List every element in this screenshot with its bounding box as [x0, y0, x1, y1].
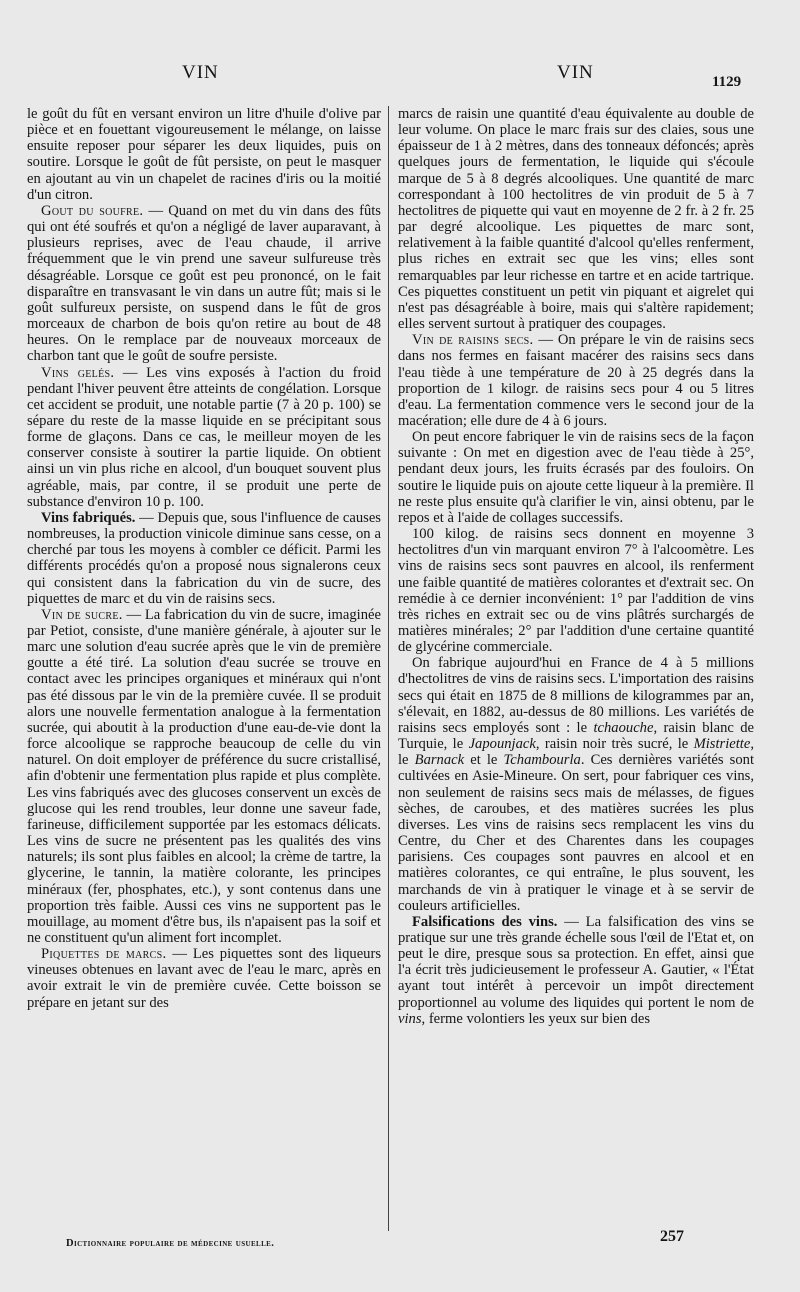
left-column [27, 106, 381, 1231]
page-number: 1129 [712, 74, 742, 90]
paragraph: Vins gelés. — Les vins exposés à l'action du froid pendant l'hiver peuvent être atteints de congélation. Lorsque cet accident se produit, une notable partie (7 à 20 p. 100) se sépare du reste de la masse liquide en se précipitant sous forme de glaçons. Dans ce cas, le meilleur moyen de les conserver consiste à soutirer la partie liquide. On obtient ainsi un vin plus riche en alcool, d'un bouquet souvent plus agréable, mais, par contre, il se produit une perte de substance d'environ 10 p. 100. [27, 364, 381, 510]
section-lead: Vin de raisins secs. [412, 332, 534, 349]
paragraph: Vins fabriqués. — Depuis que, sous l'influence de causes nombreuses, la production vinicole diminue sans cesse, on a cherché par tous les moyens à combler ce déficit. Parmi les différents procédés qu'on a proposé nous signalerons ceux qui consistent dans la fabrication du vin de sucre, des piquettes de marc et du vin de raisins secs. [27, 509, 381, 607]
section-lead: Falsifications des vins. [412, 913, 558, 930]
paragraph: marcs de raisin une quantité d'eau équivalente au double de leur volume. On place le marc frais sur des claies, sous une épaisseur de 1 à 2 mètres, dans des tonneaux défoncés; après quelques jours de fermentation, le liquide qui s'écoule marque de 5 à 8 degrés alcooliques. Une quantité de marc correspondant à 100 hectolitres de vin produit de 5 à 7 hectolitres de piquette qui vaut en moyenne de 2 fr. à 2 fr. 25 par degré alcoolique. Les piquettes de marc sont, relativement à la faible quantité d'alcool qu'elles renferment, plus riches en extrait sec que les vins; elles sont remarquables par leur richesse en tartre et en acide tartrique. Ces piquettes constituent un petit vin piquant et aigrelet qui n'est pas désagréable à boire, mais qui s'altère rapidement; elles servent surtout à pratiquer des coupages. [398, 106, 754, 333]
footer-title: Dictionnaire populaire de médecine usuelle. [66, 1238, 275, 1249]
paragraph: On peut encore fabriquer le vin de raisins secs de la façon suivante : On met en digestion avec de l'eau tiède à 25°, pendant deux jours, les fruits écrasés par des fouloirs. On soutire le liquide puis on ajoute cette liqueur à la première. Il ne reste plus ensuite qu'à clarifier le vin, ainsi obtenu, par le repos et à l'aide de collages successifs. [398, 429, 754, 526]
signature-number: 257 [660, 1228, 684, 1245]
paragraph: le goût du fût en versant environ un litre d'huile d'olive par pièce et en fouettant vigoureusement le mélange, on laisse ensuite reposer pour séparer les deux liquides, puis on soutire. Lorsque le goût de fût persiste, on peut le masquer en ajoutant au vin un chapelet de racines d'iris ou la moitié d'un citron. [27, 106, 381, 203]
paragraph: On fabrique aujourd'hui en France de 4 à 5 millions d'hectolitres de vins de raisins secs. L'importation des raisins secs qui était en 1875 de 8 millions de kilogrammes par an, s'élevait, en 1882, au-dessus de 80 millions. Les variétés de raisins secs employés sont : le tchaouche, raisin blanc de Turquie, le Japounjack, raisin noir très sucré, le Mistriette, le Barnack et le Tchambourla. Ces dernières variétés sont cultivées en Asie-Mineure. On sert, pour fabriquer ces vins, non seulement de raisins secs mais de mélasses, de figues sèches, de caroubes, et des matières sucrées les plus diverses. Les vins de raisins secs remplacent les vins du Centre, du Cher et des Charentes dans les coupages parisiens. Ces coupages sont pauvres en alcool et en matières colorantes, ce qui entraîne, le plus souvent, les marchands de vin à pratiquer le vinage et à se servir de couleurs artificielles. [398, 655, 754, 914]
section-lead: Gout du soufre. [41, 202, 144, 219]
running-head-left: VIN [182, 62, 219, 83]
paragraph: Vin de raisins secs. — On prépare le vin de raisins secs dans nos fermes en faisant macérer des raisins secs dans l'eau tiède à une température de 20 à 25 degrés dans la proportion de 1 kilogr. de raisins secs pour 4 ou 5 litres d'eau. La fermentation commence vers le second jour de la macération; elle dure de 4 à 6 jours. [398, 332, 754, 429]
running-head-right: VIN [557, 62, 594, 83]
paragraph: Gout du soufre. — Quand on met du vin dans des fûts qui ont été soufrés et qu'on a négligé de laver auparavant, à plusieurs reprises, avec de l'eau chaude, il arrive fréquemment que le vin prend une saveur sulfureuse très désagréable. Lorsque ce goût est peu prononcé, on le fait disparaître en transvasant le vin dans un autre fût; mais si le goût sulfureux persiste, on suspend dans le fût de gros morceaux de charbon de bois qu'on retire au bout de 48 heures. On le remplace par de nouveaux morceaux de charbon tant que le goût de soufre persiste. [27, 202, 381, 365]
right-column [398, 106, 754, 1231]
paragraph: 100 kilog. de raisins secs donnent en moyenne 3 hectolitres d'un vin marquant environ 7° à l'alcoomètre. Les vins de raisins secs sont pauvres en alcool, ils renferment une faible quantité de matières colorantes et d'extrait sec. On remédie à ce dernier inconvénient: 1° par l'addition de vins très riches en extrait sec ou de vins plâtrés surchargés de matières minérales; 2° par l'addition d'une certaine quantité de glycérine commerciale. [398, 526, 754, 656]
section-lead: Piquettes de marcs. [41, 946, 167, 963]
section-lead: Vins fabriqués. [41, 509, 136, 526]
section-lead: Vins gelés. [41, 364, 115, 381]
column-divider [388, 106, 389, 1231]
section-lead: Vin de sucre. [41, 606, 123, 623]
paragraph: Vin de sucre. — La fabrication du vin de sucre, imaginée par Petiot, consiste, d'une manière générale, à ajouter sur le marc une solution d'eau sucrée après que le vin de première goutte a été tiré. La solution d'eau sucrée se trouve en contact avec les principes organiques et minéraux qui n'ont pas été dissous par le vin de la première cuvée. Il se produit alors une nouvelle fermentation analogue à la fermentation sucrée, qui aboutit à la production d'une eau-de-vie dont la force alcoolique se rapproche beaucoup de celle du vin naturel. On doit employer de préférence du sucre cristallisé, afin d'obtenir une fermentation plus rapide et plus complète. Les vins fabriqués avec des glucoses conservent un excès de glucose qui les rend troubles, leur donne une saveur fade, farineuse, difficilement supportée par les estomacs délicats. Les vins de sucre ne présentent pas les qualités des vins naturels; ils sont plus faibles en alcool; la crème de tartre, la glycerine, le tannin, la matière colorante, les principes minéraux (fer, phosphates, etc.), y sont contenus dans une proportion très faible. Aussi ces vins ne supportent pas le mouillage, au moment d'être bus, ils n'apaisent pas la soif et ne constituent qu'un aliment fort incomplet. [27, 606, 381, 946]
paragraph: Falsifications des vins. — La falsification des vins se pratique sur une très grande échelle sous l'œil de l'Etat et, on peut le dire, presque sous sa protection. En effet, ainsi que l'a écrit très judicieusement le professeur A. Gautier, « l'État ayant tout intérêt à percevoir un impôt directement proportionnel au volume des liquides qui portent le nom de vins, ferme volontiers les yeux sur bien des [398, 913, 754, 1027]
paragraph: Piquettes de marcs. — Les piquettes sont des liqueurs vineuses obtenues en lavant avec de l'eau le marc, après en avoir extrait le vin de première cuvée. Cette boisson se prépare en jetant sur des [27, 946, 381, 1011]
